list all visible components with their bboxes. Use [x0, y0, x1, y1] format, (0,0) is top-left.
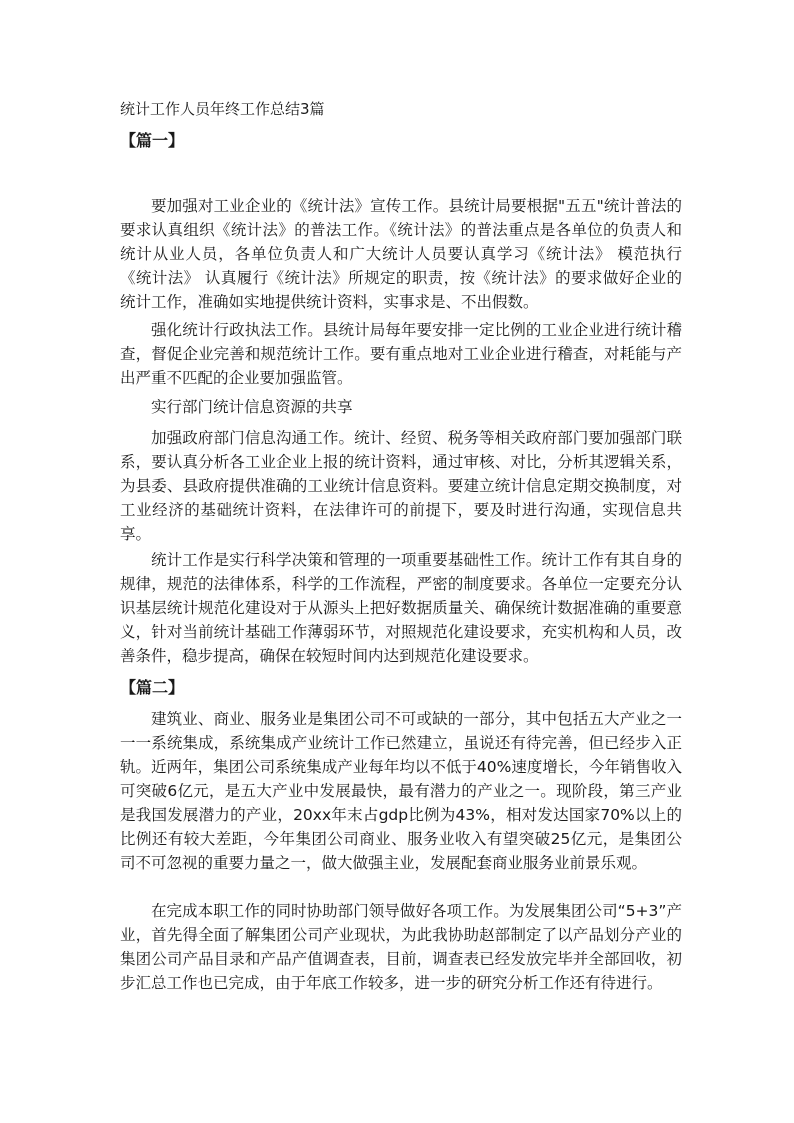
section-heading-2: 【篇二】 — [120, 678, 185, 697]
paragraph: 实行部门统计信息资源的共享 — [151, 398, 353, 416]
paragraph: 要加强对工业企业的《统计法》宣传工作。县统计局要根据"五五"统计普法的要求认真组织《统计法》的普法工作。《统计法》的普法重点是各单位的负责人和统计从业人员，各单位负责人和广大统计人员要认真学习《统计法》 模范执行《统计法》 认真履行《统计法》所规定的职责，按《统计法》的要求做好企业的统计工作，准确如实地提供统计资料，实事求是、不出假数。 — [120, 197, 682, 311]
paragraph: 建筑业、商业、服务业是集团公司不可或缺的一部分，其中包括五大产业之一一一系统集成，系统集成产业统计工作已然建立，虽说还有待完善，但已经步入正轨。近两年，集团公司系统集成产业每年均以不低于40%速度增长，今年销售收入可突破6亿元，是五大产业中发展最快，最有潜力的产业之一。现阶段，第三产业是我国发展潜力的产业，20xx年末占gdp比例为43%，相对发达国家70%以上的比例还有较大差距，今年集团公司商业、服务业收入有望突破25亿元，是集团公司不可忽视的重要力量之一，做大做强主业，发展配套商业服务业前景乐观。 — [120, 710, 682, 872]
section-heading-1: 【篇一】 — [120, 131, 185, 150]
paragraph: 强化统计行政执法工作。县统计局每年要安排一定比例的工业企业进行统计稽查，督促企业完善和规范统计工作。要有重点地对工业企业进行稽查，对耗能与产出严重不匹配的企业要加强监管。 — [120, 321, 682, 387]
document-title: 统计工作人员年终工作总结3篇 — [120, 100, 325, 118]
paragraph: 在完成本职工作的同时协助部门领导做好各项工作。为发展集团公司“5+3”产业，首先得全面了解集团公司产业现状，为此我协助赵部制定了以产品划分产业的集团公司产品目录和产品产值调查表，目前，调查表已经发放完毕并全部回收，初步汇总工作也已完成，由于年底工作较多，进一步的研究分析工作还有待进行。 — [120, 902, 682, 992]
paragraph: 加强政府部门信息沟通工作。统计、经贸、税务等相关政府部门要加强部门联系，要认真分析各工业企业上报的统计资料，通过审核、对比，分析其逻辑关系，为县委、县政府提供准确的工业统计信息资料。要建立统计信息定期交换制度，对工业经济的基础统计资料，在法律许可的前提下，要及时进行沟通，实现信息共享。 — [120, 429, 682, 543]
paragraph: 统计工作是实行科学决策和管理的一项重要基础性工作。统计工作有其自身的规律，规范的法律体系，科学的工作流程，严密的制度要求。各单位一定要充分认识基层统计规范化建设对于从源头上把好数据质量关、确保统计数据准确的重要意义，针对当前统计基础工作薄弱环节，对照规范化建设要求，充实机构和人员，改善条件，稳步提高，确保在较短时间内达到规范化建设要求。 — [120, 551, 682, 665]
